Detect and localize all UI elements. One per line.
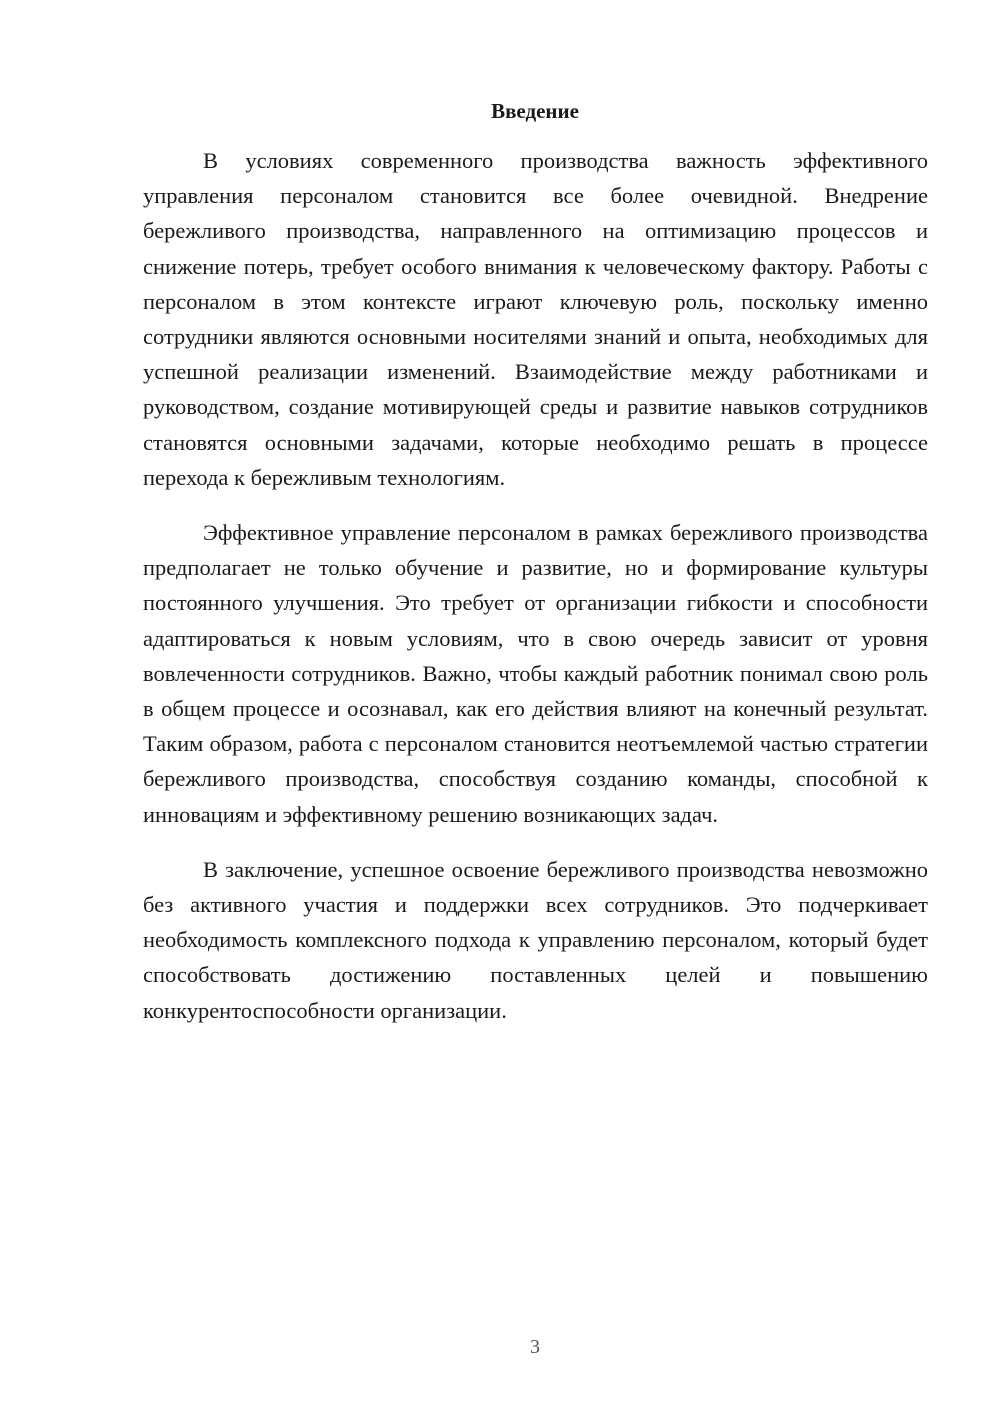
paragraph-2: Эффективное управление персоналом в рамках бережливого производства предполагает не только обучение и развитие, но и формирование культуры постоянного улучшения. Это требует от организации гибкости и способности адаптироваться к новым условиям, что в свою очередь зависит от уровня вовлеченности сотрудников. Важно, чтобы каждый работник понимал свою роль в общем процессе и осознавал, как его действия влияют на конечный результат. Таким образом, работа с персоналом становится неотъемлемой частью стратегии бережливого производства, способствуя созданию команды, способной к инновациям и эффективному решению возникающих задач. xyxy=(143,520,928,827)
page-number: 3 xyxy=(530,1336,540,1358)
paragraph-1: В условиях современного производства важность эффективного управления персоналом становится все более очевидной. Внедрение бережливого производства, направленного на оптимизацию процессов и снижение потерь, требует особого внимания к человеческому фактору. Работы с персоналом в этом контексте играют ключевую роль, поскольку именно сотрудники являются основными носителями знаний и опыта, необходимых для успешной реализации изменений. Взаимодействие между работниками и руководством, создание мотивирующей среды и развитие навыков сотрудников становятся основными задачами, которые необходимо решать в процессе перехода к бережливым технологиям. xyxy=(143,148,928,490)
page-title: Введение xyxy=(491,99,579,123)
document-body xyxy=(143,143,928,1048)
paragraph-3: В заключение, успешное освоение бережливого производства невозможно без активного участия и поддержки всех сотрудников. Это подчеркивает необходимость комплексного подхода к управлению персоналом, который будет способствовать достижению поставленных целей и повышению конкурентоспособности организации. xyxy=(143,856,928,1023)
